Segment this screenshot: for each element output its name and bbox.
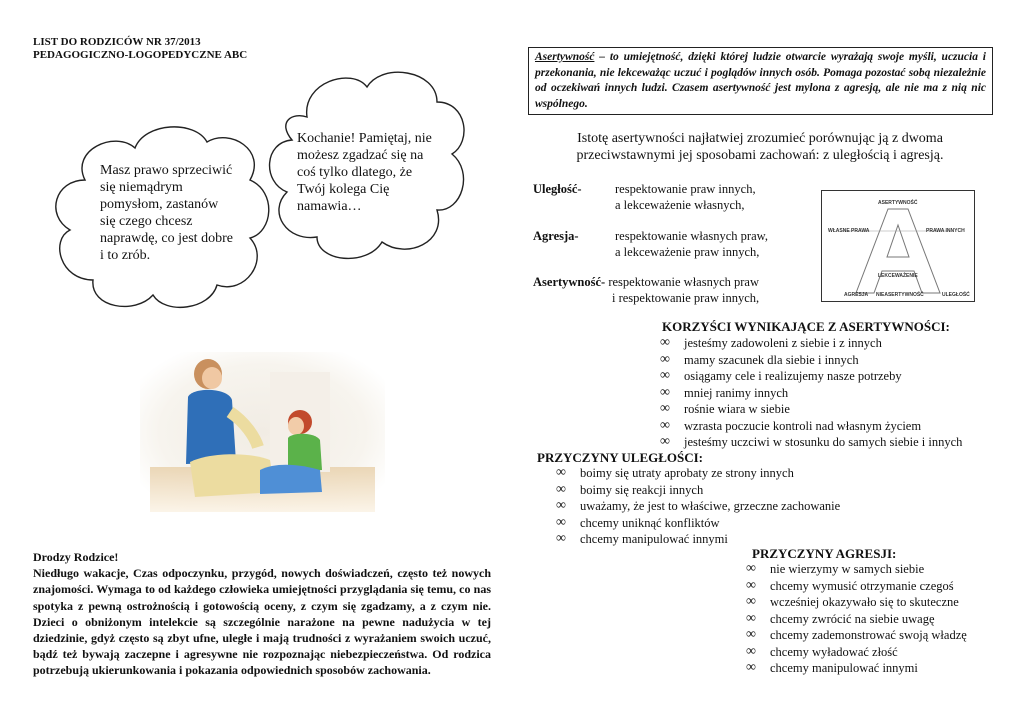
term-submission [533,181,582,197]
term-submission-line1: respektowanie praw innych, [615,182,756,196]
infinity-bullet-icon: ∞ [660,401,670,416]
list-item [556,515,876,532]
list-item [660,335,1000,352]
diagram-label-bottom-left: AGRESJA [844,292,869,298]
term-assertive-label: Asertywność- [533,275,606,289]
list-item-text: nie wierzymy w samych siebie [770,562,925,576]
list-item-text: chcemy manipulować innymi [580,532,728,546]
diagram-label-bottom-right: ULEGŁOŚĆ [942,292,970,298]
diagram-label-right: PRAWA INNYCH [926,228,965,234]
list-item-text: uważamy, że jest to właściwe, grzeczne zachowanie [580,499,841,513]
term-aggression-line2: a lekceważenie praw innych, [615,245,760,259]
term-aggression-label: Agresja- [533,229,579,243]
header-subtitle: PEDAGOGICZNO-LOGOPEDYCZNE ABC [33,49,248,61]
infinity-bullet-icon: ∞ [660,417,670,433]
infinity-bullet-icon: ∞ [746,660,756,675]
submission-causes-list [556,465,876,548]
list-item-text: chcemy manipulować innymi [770,661,918,675]
infinity-bullet-icon: ∞ [660,335,670,350]
list-item-text: chcemy zwrócić na siebie uwagę [770,611,935,626]
list-item [746,561,1006,578]
infinity-bullet-icon: ∞ [746,561,756,576]
list-item-text: jesteśmy zadowoleni z siebie i z innych [684,336,882,350]
infinity-bullet-icon: ∞ [746,627,756,642]
letter-body: Niedługo wakacje, Czas odpoczynku, przygód, nowych doświadczeń, często też nowych znajomości. Wymaga to od każdego człowieka umiejętności przyglądania się temu, co nas spotyka z pewną ostrożnością i gotowością oceny, z czym się zgadzamy, a z czym nie. Dzieci o obniżonym intelekcie są szczególnie narażone na pewne nadużycia w tej dziedzinie, gdyż często są zbyt ufne, uległe i mają trudności z wyrażaniem swoich uczuć, bądź też bywają zaczepne i agresywne nie rozpoznając niebezpieczeństwa. Od rodzica potrzebują ukierunkowania i pokazania odpowiednich sposobów zachowania. [33,566,491,678]
term-aggression-line1: respektowanie własnych praw, [615,229,768,243]
list-item [746,627,1006,644]
diagram-label-left: WŁASNE PRAWA [828,228,870,234]
list-item [746,594,1006,611]
list-item [660,418,1000,435]
list-item [746,644,1006,661]
list-item-text: wzrasta poczucie kontroli nad własnym życiem [684,418,922,433]
letter-greeting: Drodzy Rodzice! [33,550,119,564]
infinity-bullet-icon: ∞ [556,531,566,546]
infinity-bullet-icon: ∞ [660,384,670,400]
list-item [746,660,1006,677]
diagram-label-top: ASERTYWNOŚĆ [878,200,918,206]
cloud-left-text: Masz prawo sprzeciwić się niemądrym pomysłom, zastanów się czego chcesz naprawdę, co jest dobre i to zrób. [100,163,233,263]
submission-causes-title: PRZYCZYNY ULEGŁOŚCI: [537,450,704,465]
diagram-label-middle: LEKCEWAŻENIE [878,273,918,279]
definition-text: – to umiejętność, dzięki której ludzie otwarcie wyrażają swoje myśli, uczucia i przekonania, nie lekceważąc uczuć i poglądów innych osób. Pomaga pozostać sobą niezależnie od oczekiwań innych ludzi. Czasem asertywność jest mylona z agresją, ale nie ma z nią nic wspólnego. [535,51,986,110]
mother-child-photo [140,352,385,512]
list-item-text: mniej ranimy innych [684,385,789,400]
list-item-text: chcemy wyładować złość [770,644,898,659]
list-item-text: chcemy uniknąć konfliktów [580,515,720,530]
benefits-list [660,335,1000,451]
list-item-text: mamy szacunek dla siebie i innych [684,352,859,367]
benefits-title: KORZYŚCI WYNIKAJĄCE Z ASERTYWNOŚCI: [662,319,950,334]
list-item [556,498,876,515]
diagram-label-bottom-mid: NIEASERTYWNOŚĆ [876,292,924,298]
list-item [660,385,1000,402]
list-item-text: chcemy wymusić otrzymanie czegoś [770,578,954,593]
term-assertive [533,274,759,290]
list-item [746,578,1006,595]
intro-text: Istotę asertywności najłatwiej zrozumieć porównując ją z dwoma przeciwstawnymi jej sposobami zachowań: z uległością i agresją. [576,131,944,163]
infinity-bullet-icon: ∞ [746,643,756,659]
infinity-bullet-icon: ∞ [556,481,566,497]
infinity-bullet-icon: ∞ [556,465,566,480]
infinity-bullet-icon: ∞ [660,368,670,383]
list-item-text: boimy się reakcji innych [580,482,704,497]
infinity-bullet-icon: ∞ [660,434,670,449]
aggression-causes-list [746,561,1006,677]
list-item-text: jesteśmy uczciwi w stosunku do samych siebie i innych [684,435,963,449]
list-item-text: osiągamy cele i realizujemy nasze potrzeby [684,369,902,383]
list-item [660,352,1000,369]
term-assertive-line1: respektowanie własnych praw [605,275,759,289]
term-aggression [533,228,579,244]
infinity-bullet-icon: ∞ [746,594,756,609]
parents-letter [33,549,491,679]
infinity-bullet-icon: ∞ [746,610,756,626]
definition-term: Asertywność [535,51,595,63]
list-item-text: boimy się utraty aprobaty ze strony innych [580,466,794,480]
list-item [660,401,1000,418]
aggression-causes-title: PRZYCZYNY AGRESJI: [752,546,897,561]
infinity-bullet-icon: ∞ [660,351,670,367]
term-assertive-line2: i respektowanie praw innych, [612,291,760,305]
term-submission-line2: a lekceważenie własnych, [615,198,745,212]
list-item [556,465,876,482]
list-item [556,482,876,499]
list-item-text: wcześniej okazywało się to skuteczne [770,595,959,609]
list-item-text: rośnie wiara w siebie [684,402,790,416]
assertiveness-diagram [821,190,975,302]
list-item [746,611,1006,628]
definition-box [528,47,993,115]
infinity-bullet-icon: ∞ [556,514,566,530]
list-item [660,368,1000,385]
infinity-bullet-icon: ∞ [556,498,566,513]
infinity-bullet-icon: ∞ [746,577,756,593]
list-item-text: chcemy zademonstrować swoją władzę [770,628,967,642]
letter-a-shape [822,191,974,301]
list-item [660,434,1000,451]
term-submission-label: Uległość- [533,182,582,196]
cloud-right-text: Kochanie! Pamiętaj, nie możesz zgadzać się na coś tylko dlatego, że Twój kolega Cię namawia… [297,131,432,214]
header-title: LIST DO RODZICÓW NR 37/2013 [33,36,201,48]
